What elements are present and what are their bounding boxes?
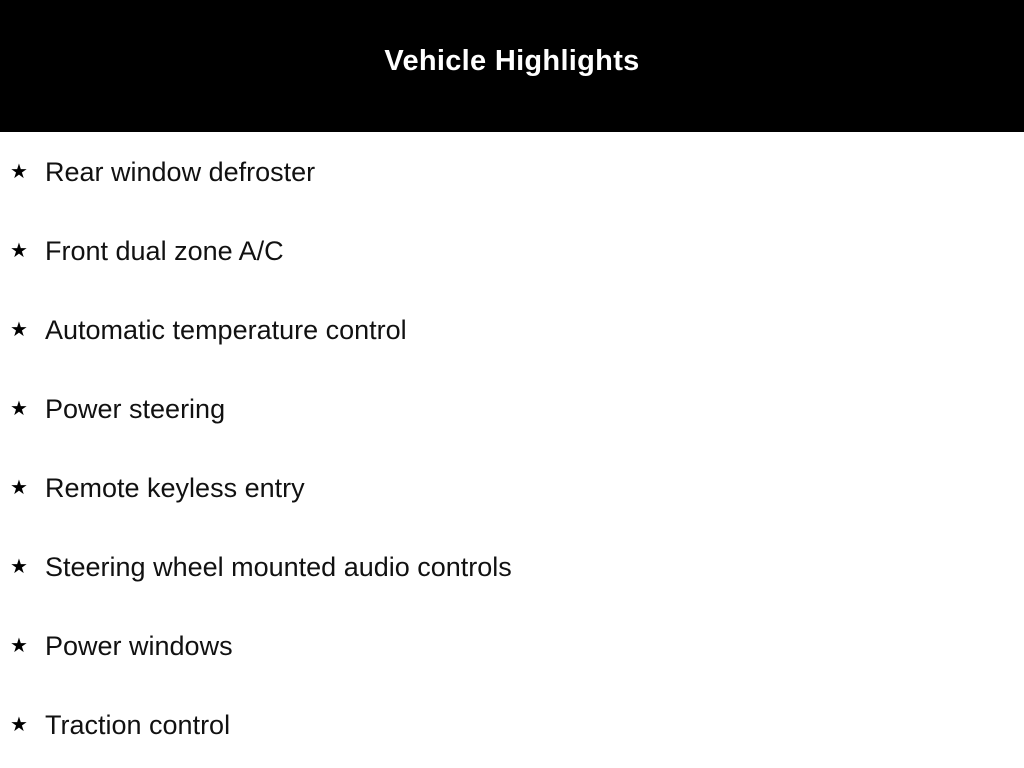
page-title: Vehicle Highlights	[384, 44, 640, 77]
list-item-label: Power steering	[45, 394, 226, 424]
star-icon: ★	[10, 475, 28, 499]
page-header	[0, 0, 1024, 132]
list-item-label: Automatic temperature control	[45, 315, 407, 345]
star-icon: ★	[10, 712, 28, 736]
star-icon: ★	[10, 159, 28, 183]
star-icon: ★	[10, 317, 28, 341]
list-item-label: Traction control	[45, 710, 231, 740]
list-item-label: Steering wheel mounted audio controls	[45, 552, 512, 582]
list-item-label: Power windows	[45, 631, 233, 661]
star-icon: ★	[10, 396, 28, 420]
star-icon: ★	[10, 554, 28, 578]
star-icon: ★	[10, 633, 28, 657]
list-item-label: Front dual zone A/C	[45, 236, 284, 266]
list-item-label: Rear window defroster	[45, 157, 316, 187]
list-item-label: Remote keyless entry	[45, 473, 305, 503]
star-icon: ★	[10, 238, 28, 262]
